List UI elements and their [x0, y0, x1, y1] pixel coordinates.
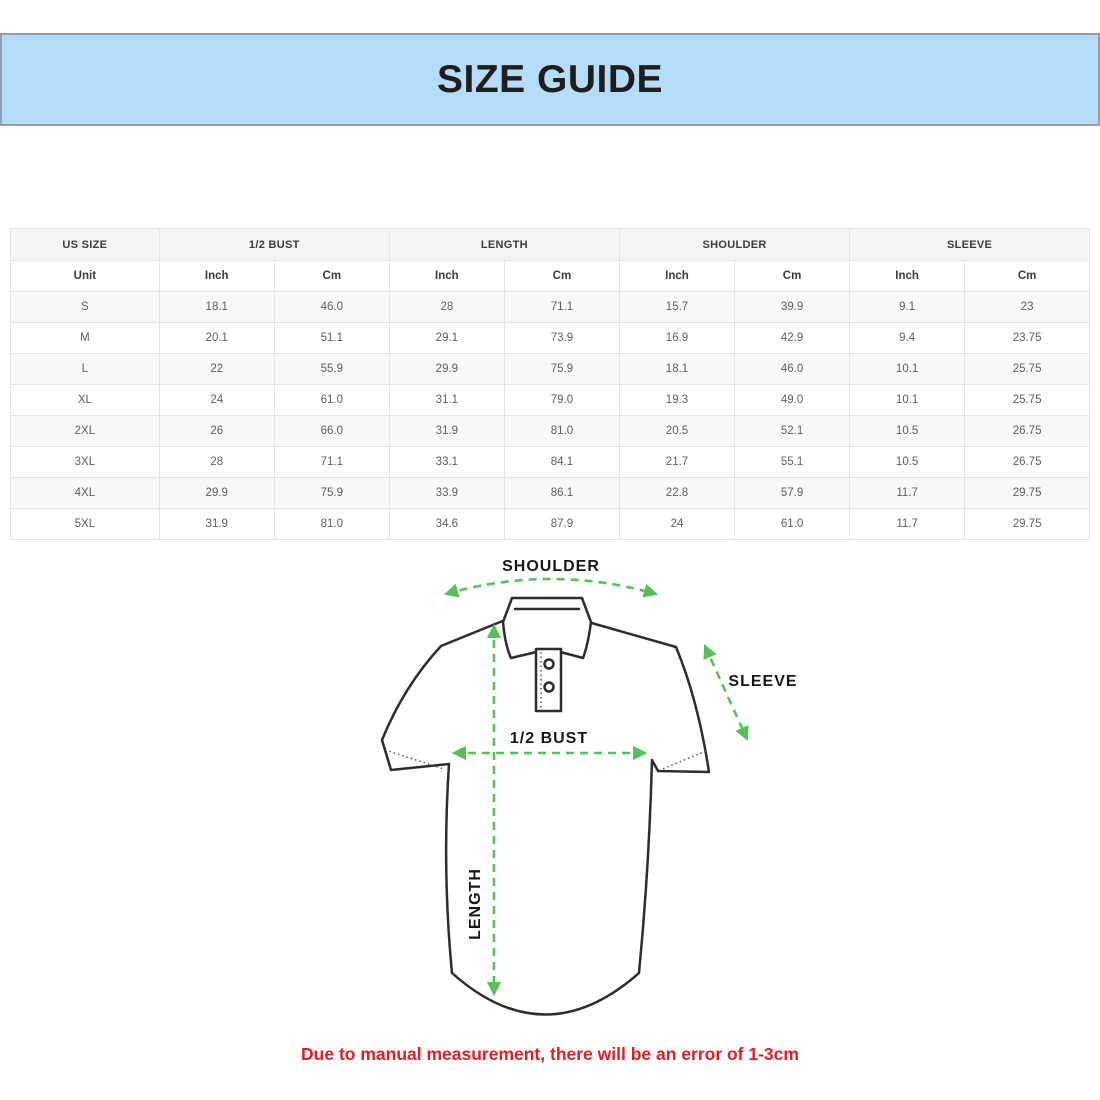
value-cell: 20.5 — [619, 416, 734, 447]
value-cell: 31.9 — [389, 416, 504, 447]
value-cell: 23.75 — [965, 323, 1090, 354]
value-cell: 34.6 — [389, 509, 504, 540]
value-cell: 29.9 — [159, 478, 274, 509]
value-cell: 23 — [965, 292, 1090, 323]
size-cell: 5XL — [11, 509, 160, 540]
value-cell: 10.5 — [850, 447, 965, 478]
value-cell: 15.7 — [619, 292, 734, 323]
value-cell: 52.1 — [735, 416, 850, 447]
value-cell: 49.0 — [735, 385, 850, 416]
table-unit-row — [11, 261, 1090, 292]
value-cell: 28 — [159, 447, 274, 478]
value-cell: 29.75 — [965, 478, 1090, 509]
value-cell: 71.1 — [274, 447, 389, 478]
value-cell: 51.1 — [274, 323, 389, 354]
sleeve-label: SLEEVE — [728, 673, 798, 690]
value-cell: 9.4 — [850, 323, 965, 354]
size-table-head — [11, 229, 1090, 292]
value-cell: 79.0 — [504, 385, 619, 416]
column-unit-header: Cm — [274, 261, 389, 292]
column-group-header: 1/2 BUST — [159, 229, 389, 261]
shoulder-arrow — [446, 579, 656, 594]
value-cell: 29.9 — [389, 354, 504, 385]
size-cell: S — [11, 292, 160, 323]
size-cell: 3XL — [11, 447, 160, 478]
value-cell: 84.1 — [504, 447, 619, 478]
polo-shirt-outline — [382, 598, 709, 1015]
value-cell: 86.1 — [504, 478, 619, 509]
size-cell: XL — [11, 385, 160, 416]
length-label: LENGTH — [467, 868, 484, 940]
value-cell: 22 — [159, 354, 274, 385]
value-cell: 81.0 — [274, 509, 389, 540]
column-unit-header: Inch — [389, 261, 504, 292]
value-cell: 55.1 — [735, 447, 850, 478]
measurement-disclaimer: Due to manual measurement, there will be an error of 1-3cm — [301, 1044, 799, 1064]
value-cell: 19.3 — [619, 385, 734, 416]
column-unit-header: Inch — [619, 261, 734, 292]
size-cell: L — [11, 354, 160, 385]
value-cell: 21.7 — [619, 447, 734, 478]
value-cell: 31.9 — [159, 509, 274, 540]
value-cell: 42.9 — [735, 323, 850, 354]
table-row — [11, 509, 1090, 540]
value-cell: 28 — [389, 292, 504, 323]
size-table — [10, 228, 1090, 540]
value-cell: 10.5 — [850, 416, 965, 447]
value-cell: 26 — [159, 416, 274, 447]
size-cell: 2XL — [11, 416, 160, 447]
value-cell: 10.1 — [850, 385, 965, 416]
column-group-header: LENGTH — [389, 229, 619, 261]
value-cell: 18.1 — [619, 354, 734, 385]
value-cell: 29.1 — [389, 323, 504, 354]
column-group-header: US SIZE — [11, 229, 160, 261]
value-cell: 29.75 — [965, 509, 1090, 540]
value-cell: 25.75 — [965, 385, 1090, 416]
value-cell: 87.9 — [504, 509, 619, 540]
size-cell: 4XL — [11, 478, 160, 509]
column-unit-header: Cm — [735, 261, 850, 292]
value-cell: 22.8 — [619, 478, 734, 509]
shoulder-label: SHOULDER — [502, 558, 600, 575]
bust-label: 1/2 BUST — [509, 730, 589, 747]
column-group-header: SHOULDER — [619, 229, 849, 261]
value-cell: 9.1 — [850, 292, 965, 323]
value-cell: 26.75 — [965, 447, 1090, 478]
value-cell: 33.9 — [389, 478, 504, 509]
table-row — [11, 354, 1090, 385]
table-row — [11, 416, 1090, 447]
value-cell: 71.1 — [504, 292, 619, 323]
value-cell: 61.0 — [735, 509, 850, 540]
value-cell: 75.9 — [504, 354, 619, 385]
table-row — [11, 478, 1090, 509]
size-cell: M — [11, 323, 160, 354]
column-unit-header: Cm — [965, 261, 1090, 292]
table-group-row — [11, 229, 1090, 261]
value-cell: 61.0 — [274, 385, 389, 416]
value-cell: 33.1 — [389, 447, 504, 478]
table-row — [11, 292, 1090, 323]
value-cell: 25.75 — [965, 354, 1090, 385]
value-cell: 31.1 — [389, 385, 504, 416]
table-row — [11, 385, 1090, 416]
table-row — [11, 323, 1090, 354]
value-cell: 46.0 — [274, 292, 389, 323]
value-cell: 75.9 — [274, 478, 389, 509]
size-table-body — [11, 292, 1090, 540]
value-cell: 26.75 — [965, 416, 1090, 447]
value-cell: 73.9 — [504, 323, 619, 354]
column-unit-header: Inch — [850, 261, 965, 292]
value-cell: 24 — [619, 509, 734, 540]
size-guide-banner — [0, 33, 1100, 126]
value-cell: 20.1 — [159, 323, 274, 354]
column-group-header: SLEEVE — [850, 229, 1090, 261]
value-cell: 24 — [159, 385, 274, 416]
value-cell: 39.9 — [735, 292, 850, 323]
column-unit-header: Inch — [159, 261, 274, 292]
table-row — [11, 447, 1090, 478]
value-cell: 16.9 — [619, 323, 734, 354]
value-cell: 46.0 — [735, 354, 850, 385]
value-cell: 66.0 — [274, 416, 389, 447]
column-unit-header: Unit — [11, 261, 160, 292]
value-cell: 55.9 — [274, 354, 389, 385]
sleeve-arrow — [705, 646, 747, 739]
value-cell: 81.0 — [504, 416, 619, 447]
column-unit-header: Cm — [504, 261, 619, 292]
shirt-measurement-diagram — [368, 550, 824, 1050]
value-cell: 11.7 — [850, 509, 965, 540]
value-cell: 57.9 — [735, 478, 850, 509]
value-cell: 11.7 — [850, 478, 965, 509]
page-title: SIZE GUIDE — [436, 57, 664, 101]
value-cell: 18.1 — [159, 292, 274, 323]
value-cell: 10.1 — [850, 354, 965, 385]
